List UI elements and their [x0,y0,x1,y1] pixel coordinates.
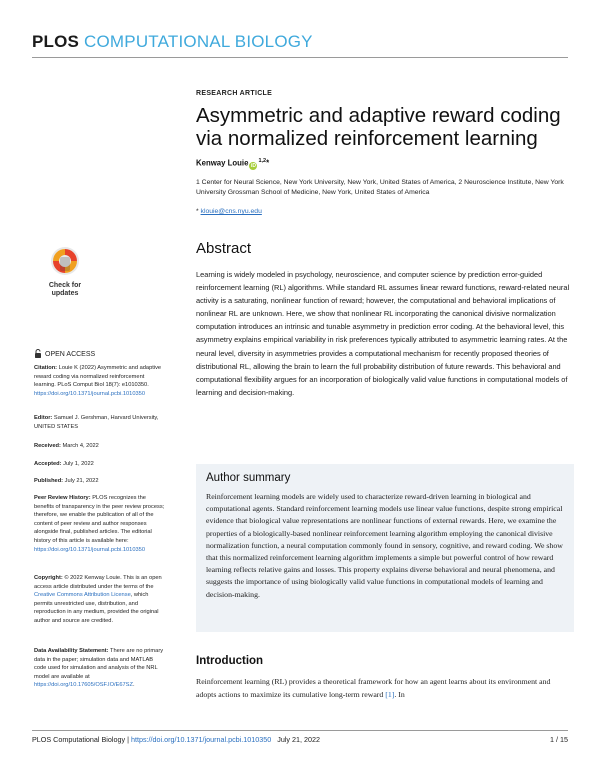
corresponding-email [196,208,262,215]
data-availability-label: Data Availability Statement: [34,648,109,654]
received-label: Received: [34,443,61,449]
published-block [34,477,166,486]
editor-block [34,414,166,431]
author-name[interactable]: Kenway Louie [196,158,249,168]
badge-line-1: Check for [48,282,82,289]
introduction-heading: Introduction [196,655,264,667]
footer [32,735,320,744]
open-access-text: OPEN ACCESS [45,351,96,358]
data-availability-end: . [132,682,135,689]
copyright-text: © 2022 Kenway Louie. This is an open access article distributed under the terms of the [34,575,162,590]
accepted-block [34,460,166,469]
published-label: Published: [34,478,64,484]
cc-license-link[interactable]: Creative Commons Attribution License [34,592,131,599]
open-access-label [34,349,95,358]
page-number: 1 / 15 [550,735,568,744]
editor-label: Editor: [34,415,53,421]
copyright-block [34,574,166,626]
citation-label: Citation: [34,365,58,371]
article-title: Asymmetric and adaptive reward coding via normalized reinforcement learning [196,104,561,150]
affiliations: 1 Center for Neural Science, New York University, New York, United States of America, 2 Neuroscience Institute, New York University Grossman School of Medicine, New York, United States of America [196,179,564,196]
journal-logo[interactable] [32,32,313,52]
author-affiliation-marks: 1,2 [258,158,267,164]
introduction-body-end: . In [394,690,405,699]
published-date: July 21, 2022 [64,478,99,484]
open-lock-icon [34,349,42,358]
accepted-date: July 1, 2022 [63,461,94,467]
journal-name-rest: COMPUTATIONAL BIOLOGY [84,32,313,51]
citation-text: Louie K (2022) Asymmetric and adaptive reward coding via normalized reinforcement learning. PLoS Comput Biol 18(7): e1010350. [34,365,162,389]
badge-line-2: updates [51,290,79,297]
article-type: RESEARCH ARTICLE [196,90,273,97]
footer-divider [32,730,568,731]
received-block [34,442,166,451]
author-line [196,158,269,170]
peer-review-text: PLOS recognizes the benefits of transparency in the peer review process; therefore, we enable the publication of all of the content of peer review and author responses alongside final, published articles. The editorial history of this article is available here: [34,495,165,544]
abstract-heading: Abstract [196,240,252,257]
data-availability-link[interactable]: https://doi.org/10.17605/OSF.IO/E67SZ [34,682,133,689]
email-prefix: * [196,208,199,215]
peer-review-link[interactable]: https://doi.org/10.1371/journal.pcbi.1010350 [34,546,145,553]
received-date: March 4, 2022 [62,443,99,449]
check-for-updates-label[interactable] [36,282,94,298]
corresponding-star: * [266,158,270,168]
abstract-text: Learning is widely modeled in psychology, neuroscience, and computer science by prediction error-guided reinforcement learning (RL) algorithms. While standard RL assumes linear reward functions, reward-related neural activity is a saturating, nonlinear function of reward; however, the computational and behavioral implications of nonlinear RL are unknown. Here, we show that nonlinear RL incorporating the canonical divisive normalization computation introduces an intrinsic and tunable asymmetry in prediction error coding. At the behavioral level, this asymmetry explains empirical variability in risk preferences typically attributed to asymmetric learning rates. At the neural level, diversity in asymmetries provides a computational mechanism for recently proposed theories of distributional RL, allowing the brain to learn the full probability distribution of future rewards. This behavioral and computational flexibility argues for an incorporation of biologically valid value functions in computational models of learning and decision-making. [196,270,570,397]
data-availability-block [34,647,166,690]
citation-doi-link[interactable]: https://doi.org/10.1371/journal.pcbi.1010350 [34,390,145,397]
editor-text: Samuel J. Gershman, Harvard University, UNITED STATES [34,415,159,430]
copyright-label: Copyright: [34,575,63,581]
citation-block [34,364,166,398]
orcid-icon[interactable]: iD [250,162,256,169]
author-summary-heading: Author summary [206,472,291,484]
footer-journal: PLOS Computational Biology [32,735,126,744]
copyright-text-end: , which permits unrestricted use, distribution, and reproduction in any medium, provided the original author and source are credited. [34,592,159,624]
journal-name-bold: PLOS [32,32,80,51]
introduction-body: Reinforcement learning (RL) provides a theoretical framework for how an agent learns about its environment and adopts actions to maximize its cumulative long-term reward [196,677,551,699]
peer-review-label: Peer Review History: [34,495,91,501]
accepted-label: Accepted: [34,461,62,467]
email-link[interactable]: klouie@cns.nyu.edu [200,208,262,215]
peer-review-block [34,494,166,554]
footer-separator: | [127,735,129,744]
data-availability-text: There are no primary data in the paper; simulation data and MATLAB code used for simulation and analysis of the NRL model are available at [34,648,164,680]
author-summary-text: Reinforcement learning models are widely used to characterize reward-driven learning in biological and computational agents. Standard reinforcement learning models use linear value functions, despite strong empirical evidence that biological value representations are nonlinear functions of external rewards. Here, we examine the properties of a biologically-based nonlinear reinforcement learning algorithm employing the canonical divisive normalization function, a neural computation commonly found in sensory, cognitive, and reward coding. We show that this normalized reinforcement learning algorithm implements a simple but powerful control of how reward learning reflects relative gains and losses. This property explains diverse behavioral and neural phenomena, and suggests the importance of using biologically valid value functions in computational models of learning and decision-making. [206,492,563,599]
header-divider [32,57,568,58]
introduction-text [196,675,572,701]
citation-ref-link[interactable]: [1] [385,690,395,699]
footer-doi-link[interactable]: https://doi.org/10.1371/journal.pcbi.1010350 [130,735,272,744]
footer-date: July 21, 2022 [277,735,320,744]
